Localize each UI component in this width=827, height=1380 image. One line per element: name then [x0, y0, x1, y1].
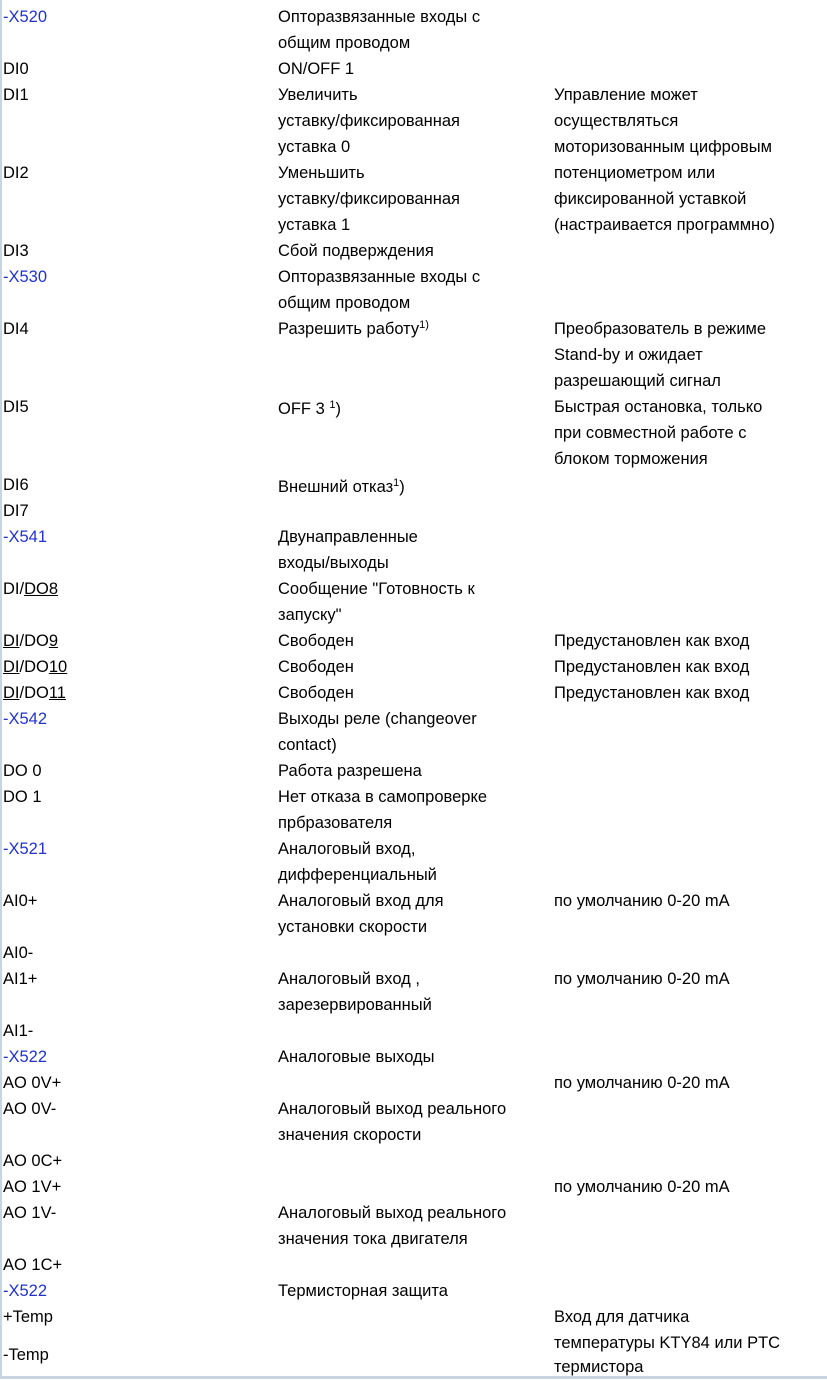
terminal-desc [278, 316, 429, 342]
terminal-id-do0: DO 0 [3, 762, 42, 780]
terminal-id-di0: DI0 [3, 60, 29, 78]
terminal-desc: Свободен [278, 632, 354, 650]
terminal-note: потенциометром или [554, 164, 716, 182]
terminal-id-di6: DI6 [3, 476, 29, 494]
terminal-id-ao1cp: AO 1C+ [3, 1256, 63, 1274]
terminal-desc: Двунаправленные [278, 528, 418, 546]
id-part-underlined: 11 [48, 684, 66, 702]
terminal-id-x522-analog: -X522 [3, 1048, 48, 1066]
terminal-id-di3: DI3 [3, 242, 29, 260]
terminal-id-x520: -X520 [3, 8, 48, 26]
terminal-id-ao1vp: AO 1V+ [3, 1178, 62, 1196]
terminal-note: Преобразователь в режиме [554, 320, 767, 338]
terminal-desc: значения скорости [278, 1126, 422, 1144]
id-part-underlined: 10 [48, 658, 68, 676]
terminal-id-ai1p: AI1+ [3, 970, 38, 988]
terminal-desc: Термисторная защита [278, 1282, 448, 1300]
terminal-note: Stand-by и ожидает [554, 346, 703, 364]
terminal-note: Предустановлен как вход [554, 684, 750, 702]
id-part: /DO [19, 658, 49, 676]
terminal-desc: Уменьшить [278, 164, 365, 182]
terminal-desc [278, 474, 405, 500]
terminal-id-di5: DI5 [3, 398, 29, 416]
footnote-marker: 1 [329, 399, 336, 411]
terminal-id-x522-thermistor: -X522 [3, 1282, 48, 1300]
terminal-note: по умолчанию 0-20 mA [554, 1178, 730, 1196]
terminal-desc: Работа разрешена [278, 762, 422, 780]
terminal-note: по умолчанию 0-20 mA [554, 892, 730, 910]
terminal-id-x542: -X542 [3, 710, 48, 728]
terminal-id-ao1vm: AO 1V- [3, 1204, 57, 1222]
terminal-desc: contact) [278, 736, 337, 754]
terminal-desc: уставку/фиксированная [278, 112, 460, 130]
id-part-underlined: 9 [48, 632, 59, 650]
terminal-id-di7: DI7 [3, 502, 29, 520]
terminal-desc: Сбой подверждения [278, 242, 434, 260]
terminal-id-di2: DI2 [3, 164, 29, 182]
terminal-note: Быстрая остановка, только [554, 398, 763, 416]
terminal-desc: Аналоговый вход для [278, 892, 444, 910]
terminal-desc: значения тока двигателя [278, 1230, 468, 1248]
terminal-id-di1: DI1 [3, 86, 29, 104]
terminal-id-ao0cp: AO 0C+ [3, 1152, 63, 1170]
id-part: DI/ [3, 580, 25, 598]
terminal-note: Предустановлен как вход [554, 658, 750, 676]
footnote-marker: 1) [419, 319, 429, 331]
terminal-desc: прбразователя [278, 814, 393, 832]
terminal-id-x530: -X530 [3, 268, 48, 286]
terminal-desc: Свободен [278, 658, 354, 676]
terminal-desc: Нет отказа в самопроверке [278, 788, 488, 806]
terminal-id-ai0p: AI0+ [3, 892, 38, 910]
terminal-note: температуры KTY84 или PTC [554, 1334, 781, 1352]
terminal-note: Вход для датчика [554, 1308, 690, 1326]
terminal-desc [278, 396, 341, 422]
terminal-desc: Выходы реле (changeover [278, 710, 477, 728]
terminal-desc: установки скорости [278, 918, 428, 936]
terminal-note: блоком торможения [554, 450, 708, 468]
terminal-note: по умолчанию 0-20 mA [554, 1074, 730, 1092]
terminal-id-ai0m: AI0- [3, 944, 34, 962]
terminal-desc: уставку/фиксированная [278, 190, 460, 208]
footnote-tail: ) [399, 478, 405, 496]
id-part-underlined: DI [3, 632, 20, 650]
terminal-id-x521: -X521 [3, 840, 48, 858]
terminal-desc: входы/выходы [278, 554, 389, 572]
terminal-note: Управление может [554, 86, 698, 104]
id-part: /DO [19, 632, 49, 650]
terminal-id-dido9 [3, 628, 58, 654]
id-part-underlined: DI [3, 684, 20, 702]
terminal-desc: Опторазвязанные входы с [278, 268, 481, 286]
terminal-id-dido8 [3, 576, 58, 602]
terminal-desc: Увеличить [278, 86, 358, 104]
terminal-desc: общим проводом [278, 34, 411, 52]
terminal-id-ao0vm: AO 0V- [3, 1100, 57, 1118]
desc-text: Разрешить работу [278, 320, 420, 338]
id-part-underlined: DO8 [24, 580, 59, 598]
terminal-note: термистора [554, 1358, 644, 1376]
terminal-note: (настраивается программно) [554, 216, 775, 234]
terminal-id-x541: -X541 [3, 528, 48, 546]
terminal-desc: запуску" [278, 606, 342, 624]
terminal-desc: Аналоговый выход реального [278, 1204, 507, 1222]
terminal-desc: уставка 0 [278, 138, 351, 156]
terminal-note: разрешающий сигнал [554, 372, 721, 390]
terminal-desc: ON/OFF 1 [278, 60, 355, 78]
terminal-id-do1: DO 1 [3, 788, 42, 806]
terminal-note: осуществляться [554, 112, 679, 130]
terminal-desc: Аналоговый вход, [278, 840, 416, 858]
terminal-desc: Свободен [278, 684, 354, 702]
terminal-id-tempm: -Temp [3, 1346, 49, 1364]
terminal-id-dido11 [3, 680, 66, 706]
desc-text: OFF 3 [278, 400, 325, 418]
terminal-id-di4: DI4 [3, 320, 29, 338]
terminal-desc: Аналоговый выход реального [278, 1100, 507, 1118]
terminal-desc: общим проводом [278, 294, 411, 312]
terminal-id-ao0vp: AO 0V+ [3, 1074, 62, 1092]
terminal-note: по умолчанию 0-20 mA [554, 970, 730, 988]
id-part: /DO [19, 684, 49, 702]
terminal-desc: Аналоговые выходы [278, 1048, 435, 1066]
terminal-id-ai1m: AI1- [3, 1022, 34, 1040]
terminal-id-tempp: +Temp [3, 1308, 53, 1326]
terminal-desc: Сообщение "Готовность к [278, 580, 475, 598]
terminal-desc: дифференциальный [278, 866, 437, 884]
left-border [0, 0, 2, 1379]
id-part-underlined: DI [3, 658, 20, 676]
terminal-note: при совместной работе с [554, 424, 747, 442]
terminal-id-dido10 [3, 654, 67, 680]
terminal-desc: уставка 1 [278, 216, 351, 234]
terminal-desc: Опторазвязанные входы с [278, 8, 481, 26]
footnote-marker: 1 [393, 477, 400, 489]
terminal-desc: зарезервированный [278, 996, 432, 1014]
footnote-tail: ) [335, 400, 341, 418]
desc-text: Внешний отказ [278, 478, 394, 496]
terminal-note: фиксированной уставкой [554, 190, 747, 208]
terminal-note: моторизованным цифровым [554, 138, 772, 156]
terminal-desc: Аналоговый вход , [278, 970, 420, 988]
terminal-note: Предустановлен как вход [554, 632, 750, 650]
